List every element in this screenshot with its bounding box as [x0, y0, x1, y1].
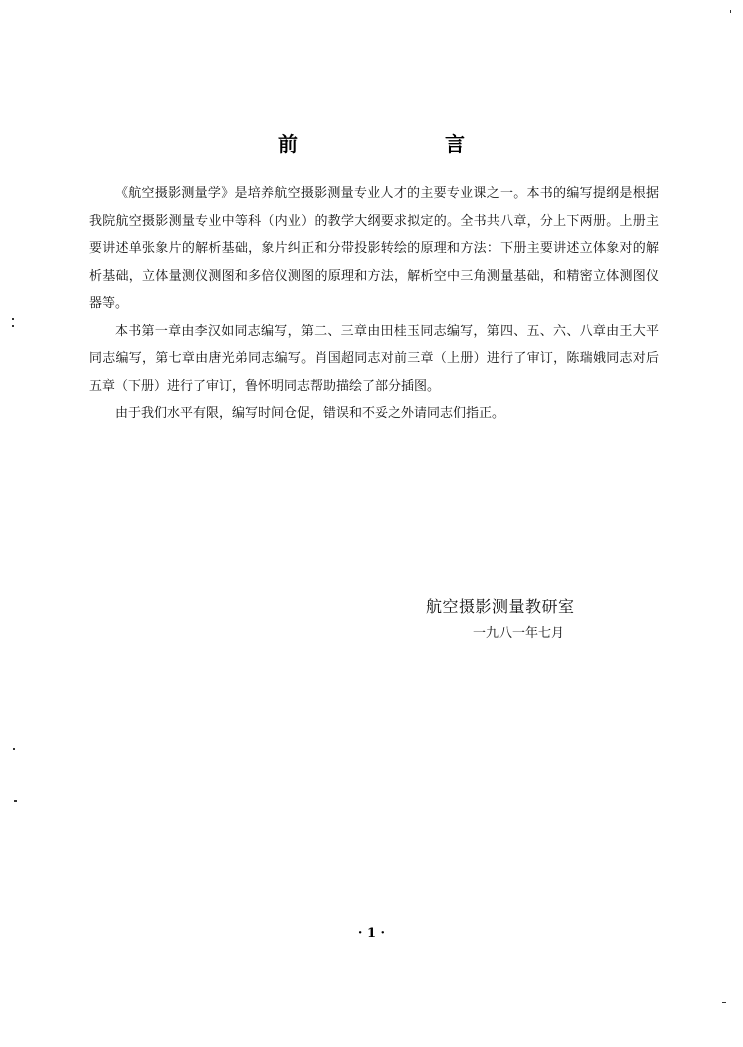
page-title: 前 言	[278, 132, 535, 156]
signature: 航空摄影测量教研室	[426, 597, 575, 616]
preface-body	[89, 180, 659, 428]
scan-speck	[13, 748, 15, 750]
signature-date: 一九八一年七月	[473, 626, 565, 641]
paragraph-1: 《航空摄影测量学》是培养航空摄影测量专业人才的主要专业课之一。本书的编写提纲是根据我院航空摄影测量专业中等科（内业）的教学大纲要求拟定的。全书共八章，分上下两册。上册主要讲述单张象片的解析基础，象片纠正和分带投影转绘的原理和方法：下册主要讲述立体象对的解析基础，立体量测仪测图和多倍仪测图的原理和方法，解析空中三角测量基础，和精密立体测图仪器等。	[89, 186, 659, 311]
scan-speck	[730, 10, 731, 13]
scan-speck	[12, 318, 14, 320]
scan-speck	[722, 1002, 726, 1003]
paragraph-3: 由于我们水平有限，编写时间仓促，错误和不妥之外请同志们指正。	[115, 406, 506, 421]
scan-speck	[12, 325, 14, 327]
page-number: · 1 ·	[357, 926, 386, 941]
scan-speck	[14, 800, 17, 802]
paragraph-2: 本书第一章由李汉如同志编写，第二、三章由田桂玉同志编写，第四、五、六、八章由王大平同志编写，第七章由唐光弟同志编写。肖国超同志对前三章（上册）进行了审订，陈瑞娥同志对后五章（下册）进行了审订，鲁怀明同志帮助描绘了部分插图。	[89, 323, 659, 394]
